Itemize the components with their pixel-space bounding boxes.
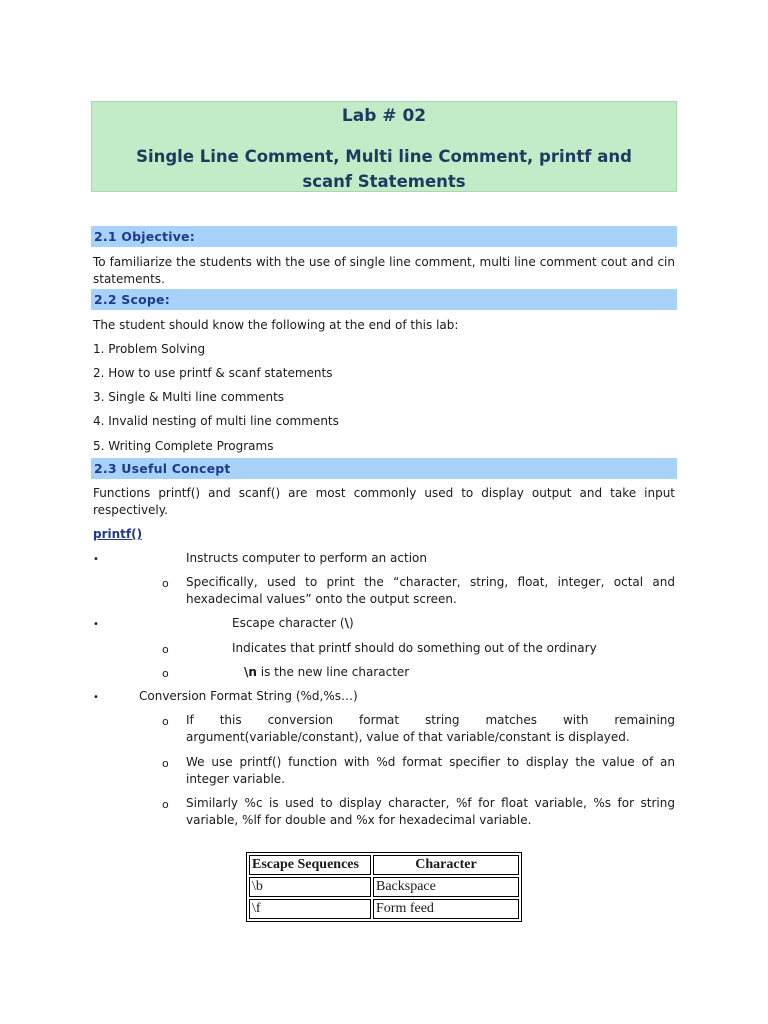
scope-intro: The student should know the following at the end of this lab:	[93, 318, 459, 332]
newline-escape: \n	[244, 665, 257, 679]
scope-item-3: 3. Single & Multi line comments	[93, 390, 285, 404]
bullet-conversion-format: Conversion Format String (%d,%s…)	[139, 689, 358, 703]
table-row	[249, 877, 519, 897]
section-heading-scope: 2.2 Scope:	[91, 289, 677, 310]
concept-intro: Functions printf() and scanf() are most commonly used to display output and take input respectively.	[93, 486, 675, 517]
sub-bullet-marker: o	[162, 643, 169, 656]
table-cell: Backspace	[373, 877, 519, 897]
sub-bullet-indicates: Indicates that printf should do something out of the ordinary	[232, 641, 597, 655]
scope-item-1: 1. Problem Solving	[93, 342, 206, 356]
bullet-marker: •	[93, 619, 99, 630]
sub-bullet-marker: o	[162, 667, 169, 680]
table-cell: Form feed	[373, 899, 519, 919]
table-cell: \b	[249, 877, 371, 897]
scope-item-5: 5. Writing Complete Programs	[93, 439, 274, 453]
table-row	[249, 899, 519, 919]
escape-sequences-table	[246, 852, 522, 922]
objective-text: To familiarize the students with the use of single line comment, multi line comment cout and cin statements.	[93, 255, 675, 286]
bullet-marker: •	[93, 554, 99, 565]
sub-bullet-printf-d: We use printf() function with %d format specifier to display the value of an integer variable.	[186, 755, 675, 786]
table-header-escape-sequences: Escape Sequences	[249, 855, 371, 875]
lab-title-box	[91, 101, 677, 192]
newline-description: is the new line character	[256, 665, 410, 679]
table-cell: \f	[249, 899, 371, 919]
lab-title: Single Line Comment, Multi line Comment, printf and scanf Statements	[136, 147, 632, 191]
section-heading-objective: 2.1 Objective:	[91, 226, 677, 247]
sub-bullet-marker: o	[162, 757, 169, 770]
bullet-escape-character	[232, 615, 354, 632]
sub-bullet-marker: o	[162, 577, 169, 590]
sub-bullet-marker: o	[162, 798, 169, 811]
table-header-character: Character	[373, 855, 519, 875]
scope-item-2: 2. How to use printf & scanf statements	[93, 366, 333, 380]
scope-item-4: 4. Invalid nesting of multi line comments	[93, 414, 339, 428]
sub-bullet-similarly: Similarly %c is used to display character, %f for float variable, %s for string variable, %lf for double and %x for hexadecimal variable.	[186, 796, 675, 827]
lab-number: Lab # 02	[341, 106, 427, 126]
sub-bullet-if-conversion: If this conversion format string matches with remaining argument(variable/constant), value of that variable/constant is displayed.	[186, 713, 675, 744]
sub-bullet-marker: o	[162, 715, 169, 728]
sub-bullet-specifically: Specifically, used to print the “character, string, float, integer, octal and hexadecimal values” onto the output screen.	[186, 575, 675, 606]
sub-bullet-newline	[244, 664, 409, 681]
bullet-marker: •	[93, 692, 99, 703]
table-header-row	[249, 855, 519, 875]
escape-char-suffix: )	[348, 616, 354, 630]
escape-char-backslash: \	[344, 616, 349, 630]
printf-link[interactable]: printf()	[93, 527, 143, 541]
bullet-instructs: Instructs computer to perform an action	[186, 551, 427, 565]
escape-char-prefix: Escape character (	[232, 616, 345, 630]
section-heading-concept: 2.3 Useful Concept	[91, 458, 677, 479]
